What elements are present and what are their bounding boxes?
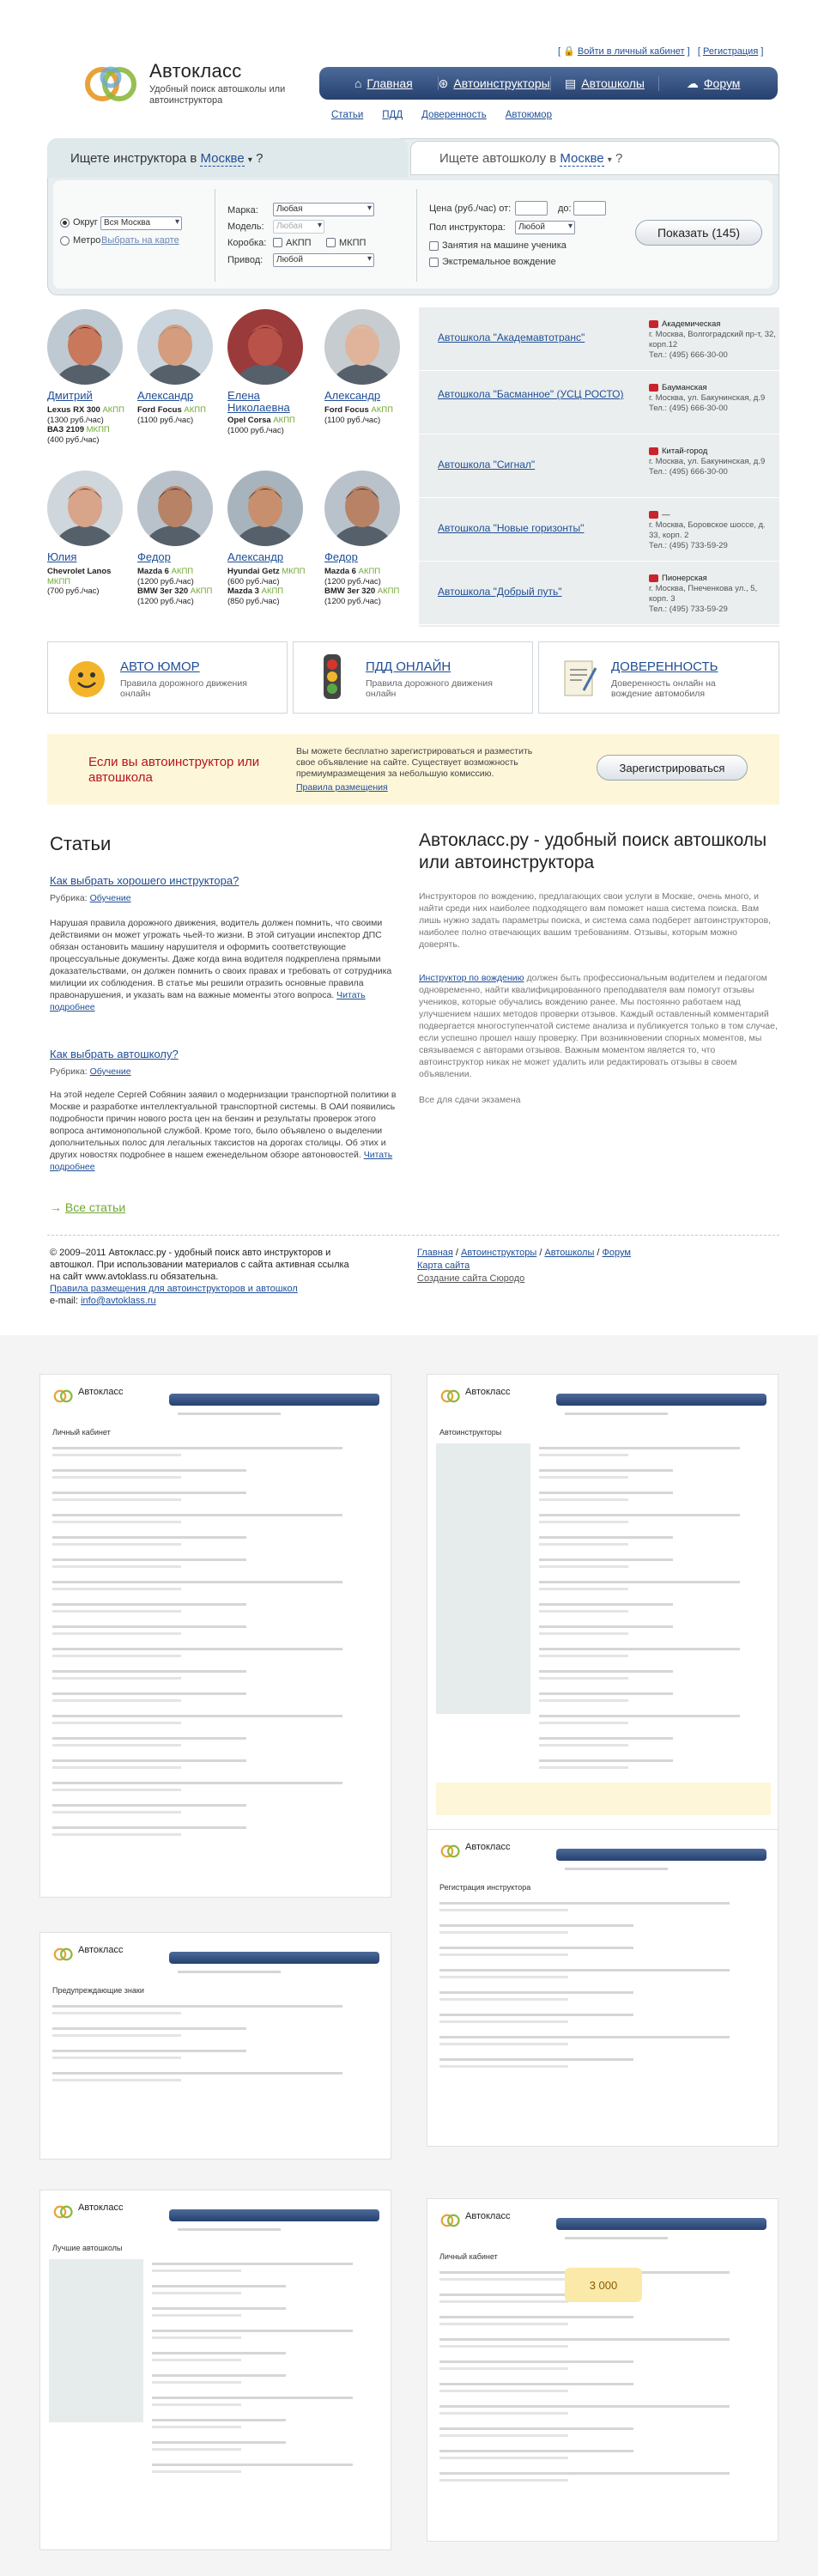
footer-instructors[interactable]: Автоинструкторы	[461, 1248, 537, 1258]
logo-icon	[439, 1387, 462, 1406]
register-link[interactable]: Регистрация	[702, 46, 759, 57]
thumb-nav	[556, 2218, 766, 2230]
brand-name[interactable]: Автокласс	[149, 60, 242, 82]
instructor-name[interactable]: Александр	[227, 550, 284, 563]
thumb-nav	[556, 1849, 766, 1861]
page-thumbnail[interactable]	[427, 1829, 779, 2147]
instructor-name[interactable]: Александр	[137, 389, 194, 402]
instructor-photo[interactable]	[227, 471, 303, 546]
subnav-pdd[interactable]: ПДД	[382, 110, 403, 120]
instructor-name[interactable]: Александр	[324, 389, 381, 402]
schools-list	[419, 307, 779, 627]
instructor-cars: Hyundai Getz МКПП (600 руб./час) Mazda 3 АКПП (850 руб./час)	[227, 567, 306, 606]
sub-nav	[331, 110, 552, 120]
page-thumbnail[interactable]	[39, 1374, 391, 1898]
arrow-right-icon: →	[50, 1200, 65, 1214]
all-articles-link[interactable]: Все статьи	[64, 1200, 126, 1214]
instructor-photo[interactable]	[227, 309, 303, 385]
metro-icon	[649, 511, 658, 519]
instructor-photo[interactable]	[324, 309, 400, 385]
article-link-2[interactable]: Как выбрать автошколу?	[50, 1048, 179, 1060]
promo-text: Вы можете бесплатно зарегистрироваться и разместить свое объявление на сайте. Существует возможность премиумразмещения за небольшую комиссию.	[296, 746, 533, 779]
instructor-photo[interactable]	[137, 309, 213, 385]
chat-icon: ☁	[686, 76, 699, 90]
about-text-3: Все для сдачи экзамена	[419, 1095, 521, 1105]
building-icon: ▤	[565, 76, 577, 90]
show-results-button[interactable]: Показать (145)	[635, 220, 762, 246]
chevron-down-icon: ▾	[247, 155, 252, 165]
subnav-articles[interactable]: Статьи	[331, 110, 364, 120]
chevron-down-icon: ▾	[607, 155, 612, 165]
subnav-proxy[interactable]: Доверенность	[421, 110, 487, 120]
lock-icon: [ 🔒	[558, 46, 578, 57]
main-nav	[319, 67, 778, 100]
logo-icon[interactable]	[83, 58, 140, 110]
about-text-1: Инструкторов по вождению, предлагающих свои услуги в Москве, очень много, и найти среди них наиболее подходящего вам поможет наша система поиска. Вам лишь нужно задать параметры поиска, и система сама подберет автоинструкторов, наиболее полно отвечающих вашим требованиям. Отзывы, которым можно доверять.	[419, 891, 772, 950]
tagline: Удобный поиск автошколы или автоинструктора	[149, 84, 286, 106]
logo-icon	[52, 1945, 75, 1964]
page-thumbnail[interactable]	[427, 2198, 779, 2542]
thumb-section-title: Личный кабинет	[439, 2252, 498, 2261]
instructor-cars: Opel Corsa АКПП (1000 руб./час)	[227, 416, 295, 435]
mkpp-checkbox[interactable]	[326, 238, 336, 247]
instructor-name[interactable]: Юлия	[47, 550, 77, 563]
footer-home[interactable]: Главная	[417, 1248, 453, 1258]
instructor-photo[interactable]	[137, 471, 213, 546]
thumb-nav	[556, 1394, 766, 1406]
extreme-checkbox[interactable]	[429, 258, 439, 267]
instructor-cars: Ford Focus АКПП (1100 руб./час)	[137, 405, 206, 425]
okrug-select[interactable]: Вся Москва ▾	[100, 216, 182, 230]
thumb-brand: Автокласс	[78, 2202, 124, 2213]
footer-rules-link[interactable]: Правила размещения для автоинструкторов и автошкол	[50, 1284, 298, 1294]
logo-icon	[439, 2211, 462, 2230]
akpp-checkbox[interactable]	[273, 238, 282, 247]
metro-icon	[649, 574, 658, 582]
traffic-light-icon	[319, 653, 345, 704]
school-row: Автошкола "Новые горизонты" — г. Москва, Боровское шоссе, д. 33, корп. 2 Тел.: (495) 733-59-29	[419, 498, 779, 562]
okrug-radio[interactable]	[60, 218, 70, 228]
feature-proxy[interactable]: ДОВЕРЕННОСТЬ Доверенность онлайн на вождение автомобиля	[538, 641, 779, 714]
nav-instructors[interactable]: ⊛ Автоинструкторы	[438, 76, 550, 90]
footer-email-link[interactable]: info@avtoklass.ru	[81, 1296, 156, 1306]
rubric-link-1[interactable]: Обучение	[89, 893, 131, 903]
metro-icon	[649, 320, 658, 328]
about-heading: Автокласс.ру - удобный поиск автошколы или автоинструктора	[419, 830, 767, 872]
school-name-link[interactable]: Автошкола "Новые горизонты"	[438, 522, 585, 534]
school-name-link[interactable]: Автошкола "Басманное" (УСЦ РОСТО)	[438, 388, 624, 400]
instructor-photo[interactable]	[324, 471, 400, 546]
steering-wheel-icon: ⊛	[438, 76, 449, 90]
footer-links: Главная / Автоинструкторы / Автошколы / Форум Карта сайта Создание сайта Cюродо	[417, 1248, 631, 1284]
footer-made-by[interactable]: Создание сайта Cюродо	[417, 1273, 525, 1284]
instructor-cars: Chevrolet Lanos МКПП (700 руб./час)	[47, 567, 112, 596]
thumb-balance: 3 000	[565, 2268, 642, 2302]
school-name-link[interactable]: Автошкола "Добрый путь"	[438, 586, 562, 598]
document-icon	[558, 656, 601, 699]
instructor-cars: Lexus RX 300 АКПП (1300 руб./час) ВАЗ 2109 МКПП (400 руб./час)	[47, 405, 124, 445]
article-link-1[interactable]: Как выбрать хорошего инструктора?	[50, 874, 239, 887]
instructor-link[interactable]: Инструктор по вождению	[419, 973, 524, 983]
school-row: Автошкола "Сигнал" Китай-город г. Москва, ул. Бакунинская, д.9 Тел.: (495) 666-30-00	[419, 434, 779, 498]
thumb-section-title: Автоинструкторы	[439, 1428, 502, 1437]
thumb-section-title: Лучшие автошколы	[52, 2244, 123, 2252]
city-selector-school[interactable]: Москве	[560, 151, 604, 166]
logo-icon	[52, 2202, 75, 2221]
subnav-humor[interactable]: Автоюмор	[505, 110, 552, 120]
top-links: [ 🔒 Войти в личный кабинет ] [ Регистрация ]	[558, 46, 764, 57]
instructor-photo[interactable]	[47, 471, 123, 546]
privod-select[interactable]: Любой ▾	[273, 253, 374, 267]
thumb-brand: Автокласс	[78, 1387, 124, 1397]
metro-map-link[interactable]: Выбрать на карте	[101, 235, 179, 246]
articles-heading: Статьи	[50, 833, 112, 854]
metro-radio[interactable]	[60, 236, 70, 246]
person-photo-icon	[227, 471, 303, 546]
thumb-section-title: Регистрация инструктора	[439, 1883, 531, 1892]
footer-divider	[47, 1235, 779, 1236]
home-icon: ⌂	[354, 76, 362, 90]
promo-title: Если вы автоинструктор или автошкола	[88, 755, 260, 785]
school-row: Автошкола "Академавтотранс" Академическая г. Москва, Волгоградский пр-т, 32, корп.12 Тел.: (495) 666-30-00	[419, 307, 779, 371]
feature-pdd[interactable]: ПДД ОНЛАЙН Правила дорожного движения онлайн	[293, 641, 533, 714]
person-photo-icon	[47, 309, 123, 385]
school-row: Автошкола "Добрый путь" Пионерская г. Москва, Пнеченкова ул., 5, корп. 3 Тел.: (495) 733-59-29	[419, 562, 779, 625]
person-photo-icon	[47, 471, 123, 546]
instructor-cars: Mazda 6 АКПП (1200 руб./час) BMW 3er 320 АКПП (1200 руб./час)	[324, 567, 400, 606]
person-photo-icon	[227, 309, 303, 385]
price-from-input[interactable]	[515, 201, 548, 216]
instructor-name[interactable]: Федор	[324, 550, 358, 563]
promo-banner	[47, 734, 779, 805]
gender-select[interactable]: Любой ▾	[515, 221, 575, 234]
price-to-input[interactable]	[573, 201, 606, 216]
footer-schools[interactable]: Автошколы	[544, 1248, 595, 1258]
footer-forum[interactable]: Форум	[602, 1248, 631, 1258]
school-name-link[interactable]: Автошкола "Сигнал"	[438, 459, 536, 471]
nav-home[interactable]: ⌂ Главная	[330, 76, 439, 90]
city-selector[interactable]: Москве	[200, 151, 245, 166]
thumb-brand: Автокласс	[78, 1945, 124, 1955]
feature-humor[interactable]: АВТО ЮМОР Правила дорожного движения онлайн	[47, 641, 288, 714]
own-car-checkbox[interactable]	[429, 241, 439, 251]
model-select[interactable]: Любая ▾	[273, 220, 324, 234]
footer-copyright: © 2009–2011 Автокласс.ру - удобный поиск авто инструкторов и автошкол. При использовании материалов с сайта активная ссылка на сайт www.avtoklass.ru обязательна. Правила размещения для автоинструкторов и автошкол e-mail: info@avtoklass.ru	[50, 1248, 349, 1306]
thumb-brand: Автокласс	[465, 1387, 511, 1397]
thumb-section-title: Предупреждающие знаки	[52, 1986, 144, 1995]
logo-icon	[439, 1842, 462, 1861]
read-more-2[interactable]: Читать подробнее	[50, 1150, 393, 1172]
smiley-icon	[67, 659, 106, 699]
metro-icon	[649, 447, 658, 455]
register-button[interactable]: Зарегистрироваться	[597, 755, 748, 781]
footer-sitemap[interactable]: Карта сайта	[417, 1261, 470, 1271]
thumb-nav	[169, 1952, 379, 1964]
person-photo-icon	[137, 309, 213, 385]
school-name-link[interactable]: Автошкола "Академавтотранс"	[438, 331, 585, 343]
nav-forum[interactable]: ☁ Форум	[686, 76, 741, 90]
instructor-cars: Ford Focus АКПП (1100 руб./час)	[324, 405, 393, 425]
metro-icon	[649, 384, 658, 392]
school-row: Автошкола "Басманное" (УСЦ РОСТО) Бауманская г. Москва, ул. Бакунинская, д.9 Тел.: (495) 666-30-00	[419, 371, 779, 434]
thumb-brand: Автокласс	[465, 2211, 511, 2221]
thumb-section-title: Личный кабинет	[52, 1428, 111, 1437]
rubric-link-2[interactable]: Обучение	[89, 1066, 131, 1077]
person-photo-icon	[137, 471, 213, 546]
page-thumbnail[interactable]	[39, 2190, 391, 2550]
nav-schools[interactable]: ▤ Автошколы	[551, 76, 660, 91]
article-text-1: Нарушая правила дорожного движения, водитель должен помнить, что своими действиями он может угрожать чьей-то жизни. В этой ситуации инспектор ДПС обязан остановить машину нарушителя и оформить соответствующие процессуальные документы. Даже когда вина водителя подкреплена прямыми доказательствами, он должен помнить о своих правах и требовать от сотрудника милиции их соблюдения. В статье мы решили отразить основные правила правонарушения, и указать вам на важные моменты этого вопроса.	[50, 918, 392, 1000]
instructor-name[interactable]: Дмитрий	[47, 389, 93, 402]
thumb-nav	[169, 2209, 379, 2221]
article-text-2: На этой неделе Сергей Собянин заявил о модернизации транспортной политики в Москве и разработке интеллектуальной транспортной системы. В ОАИ появились подробности причин нового роста цен на бензин и результаты проверок этого вопроса антимонопольной службой. Кроме того, было объявлено о выделении дополнительных полос для легальных таксистов на дорогах столицы. Об этих и других новостях подробнее в нашем еженедельном обзоре автоновостей.	[50, 1090, 397, 1160]
instructor-photo[interactable]	[47, 309, 123, 385]
instructor-cars: Mazda 6 АКПП (1200 руб./час) BMW 3er 320 АКПП (1200 руб./час)	[137, 567, 213, 606]
login-link[interactable]: Войти в личный кабинет	[577, 46, 685, 57]
instructor-name[interactable]: Федор	[137, 550, 171, 563]
read-more-1[interactable]: Читать подробнее	[50, 990, 366, 1012]
logo-icon	[52, 1387, 75, 1406]
page-thumbnail[interactable]	[427, 1374, 779, 1842]
person-photo-icon	[324, 309, 400, 385]
thumb-nav	[169, 1394, 379, 1406]
thumb-brand: Автокласс	[465, 1842, 511, 1852]
placement-rules-link[interactable]: Правила размещения	[296, 782, 388, 793]
person-photo-icon	[324, 471, 400, 546]
thumb-promo	[436, 1783, 771, 1815]
page-thumbnail[interactable]	[39, 1932, 391, 2160]
instructor-name[interactable]: Елена Николаевна	[227, 389, 290, 414]
marka-select[interactable]: Любая ▾	[273, 203, 374, 216]
